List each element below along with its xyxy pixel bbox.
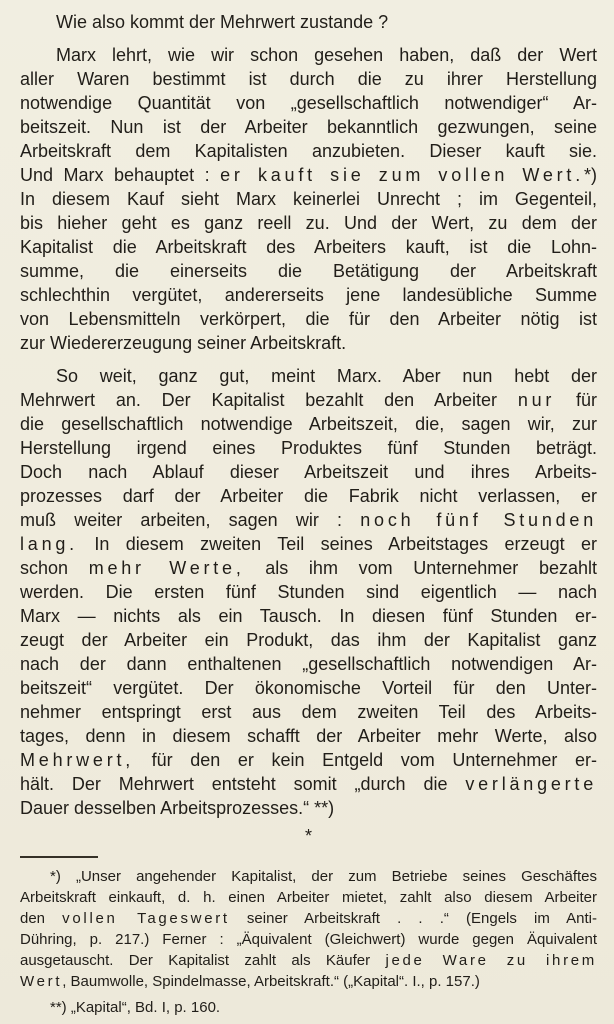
spaced-emphasis-run: verlängerte — [465, 774, 597, 794]
text-run: schlechthin vergütet, andererseits jene landesübliche Summe — [20, 285, 597, 305]
text-line — [20, 364, 597, 388]
text-run: Mehrwert an. Der Kapitalist bezahlt den Arbeiter — [20, 390, 518, 410]
text-line — [20, 307, 597, 331]
text-run: seiner Arbeitskraft . . .“ (Engels im Anti- — [229, 910, 597, 927]
text-line — [20, 628, 597, 652]
text-line — [20, 67, 597, 91]
text-line — [20, 997, 597, 1018]
text-run: , Baumwolle, Spindelmasse, Arbeitskraft.“ („Kapital“. I., p. 157.) — [62, 973, 480, 990]
text-line — [20, 929, 597, 950]
text-run: **) „Kapital“, Bd. I, p. 160. — [50, 999, 221, 1016]
spaced-emphasis-run: mehr Werte, — [88, 558, 245, 578]
text-line — [20, 283, 597, 307]
footnote-rule — [20, 856, 98, 858]
text-run: zeugt der Arbeiter ein Produkt, das ihm der Kapitalist ganz — [20, 630, 597, 650]
text-run: Dauer desselben Arbeitsprozesses.“ **) — [20, 798, 335, 818]
text-run: muß weiter arbeiten, sagen wir : — [20, 510, 361, 530]
text-line — [20, 532, 597, 556]
text-line — [20, 950, 597, 971]
text-run: bis hieher geht es ganz reell zu. Und der Wert, zu dem der — [20, 213, 597, 233]
text-line — [20, 796, 597, 820]
text-run: summe, die einerseits die Betätigung der Arbeitskraft — [20, 261, 597, 281]
spaced-emphasis-run: nur — [517, 390, 556, 410]
spaced-emphasis-run: Mehrwert, — [20, 750, 135, 770]
text-line — [20, 484, 597, 508]
main-text-block — [20, 10, 597, 820]
text-run: Und Marx behauptet : — [20, 165, 221, 185]
section-separator-asterisk: * — [304, 826, 312, 846]
text-line — [20, 235, 597, 259]
text-run: von Lebensmitteln verkörpert, die für den Arbeiter nötig ist — [20, 309, 597, 329]
text-run: die gesellschaftlich notwendige Arbeitszeit, die, sagen wir, zur — [20, 414, 597, 434]
text-run: nehmer entspringt erst aus dem zweiten Teil des Arbeits- — [20, 702, 597, 722]
footnotes-block — [20, 866, 597, 1018]
text-line — [20, 388, 597, 412]
text-line — [20, 211, 597, 235]
text-run: zur Wiedererzeugung seiner Arbeitskraft. — [20, 333, 347, 353]
spaced-emphasis-run: noch fünf Stunden — [360, 510, 597, 530]
text-line — [20, 163, 597, 187]
text-run: für den er kein Entgeld vom Unternehmer er- — [134, 750, 597, 770]
text-line — [20, 700, 597, 724]
body-paragraphs — [20, 43, 597, 820]
text-line — [20, 580, 597, 604]
text-run: *) — [584, 165, 597, 185]
spaced-emphasis-run: er kauft sie zum vollen Wert. — [220, 165, 584, 185]
spaced-emphasis-run: jede Ware zu ihrem — [385, 952, 597, 969]
page-heading: Wie also kommt der Mehrwert zustande ? — [56, 12, 389, 32]
text-run: notwendige Quantität von „gesellschaftlich notwendiger“ Ar- — [20, 93, 597, 113]
text-run: Doch nach Ablauf dieser Arbeitszeit und ihres Arbeits- — [20, 462, 597, 482]
text-line — [20, 115, 597, 139]
text-line — [20, 971, 597, 992]
text-line — [20, 604, 597, 628]
text-line — [20, 139, 597, 163]
text-run: In diesem Kauf sieht Marx keinerlei Unrecht ; im Gegenteil, — [20, 189, 597, 209]
spaced-emphasis-run: Wert — [20, 973, 63, 990]
text-run: tages, denn in diesem schafft der Arbeiter mehr Werte, also — [20, 726, 597, 746]
text-line — [20, 436, 597, 460]
text-line — [20, 259, 597, 283]
text-line — [20, 748, 597, 772]
text-line — [20, 556, 597, 580]
spaced-emphasis-run: vollen Tageswert — [62, 910, 230, 927]
text-run: nach der dann enthaltenen „gesellschaftlich notwendigen Ar- — [20, 654, 597, 674]
text-line — [20, 908, 597, 929]
text-line — [20, 91, 597, 115]
text-line — [20, 187, 597, 211]
text-run: schon — [20, 558, 89, 578]
text-run: Marx — nichts als ein Tausch. In diesen fünf Stunden er- — [20, 606, 597, 626]
text-line — [20, 887, 597, 908]
text-run: beitszeit. Nun ist der Arbeiter bekanntlich gezwungen, seine — [20, 117, 597, 137]
text-run: Marx lehrt, wie wir schon gesehen haben, daß der Wert — [56, 45, 597, 65]
text-run: In diesem zweiten Teil seines Arbeitstages erzeugt er — [77, 534, 597, 554]
text-line — [20, 331, 597, 355]
text-run: *) „Unser angehender Kapitalist, der zum Betriebe seines Geschäftes — [50, 868, 597, 885]
text-run: aller Waren bestimmt ist durch die zu ihrer Herstellung — [20, 69, 597, 89]
text-run: den — [20, 910, 63, 927]
text-run: ausgetauscht. Der Kapitalist zahlt als Käufer — [20, 952, 386, 969]
text-run: Arbeitskraft dem Kapitalisten anzubieten. Dieser kauft sie. — [20, 141, 597, 161]
text-run: Dühring, p. 217.) Ferner : „Äquivalent (Gleichwert) wurde gegen Äquivalent — [20, 931, 597, 948]
paragraph — [20, 997, 597, 1018]
text-line — [20, 652, 597, 676]
text-line — [20, 43, 597, 67]
text-line — [20, 676, 597, 700]
text-run: Herstellung irgend eines Produktes fünf Stunden beträgt. — [20, 438, 597, 458]
text-run: als ihm vom Unternehmer bezahlt — [244, 558, 597, 578]
text-run: Arbeitskraft einkauft, d. h. einen Arbeiter mietet, zahlt also diesem Arbeiter — [20, 889, 597, 906]
text-line — [20, 460, 597, 484]
paragraph — [20, 866, 597, 992]
text-run: Kapitalist die Arbeitskraft des Arbeiters kauft, ist die Lohn- — [20, 237, 597, 257]
text-run: beitszeit“ vergütet. Der ökonomische Vorteil für den Unter- — [20, 678, 597, 698]
text-run: So weit, ganz gut, meint Marx. Aber nun hebt der — [56, 366, 597, 386]
text-line — [20, 724, 597, 748]
text-run: werden. Die ersten fünf Stunden sind eigentlich — nach — [20, 582, 597, 602]
paragraph — [20, 43, 597, 355]
text-line — [20, 412, 597, 436]
text-run: für — [555, 390, 597, 410]
paragraph — [20, 364, 597, 820]
spaced-emphasis-run: lang. — [20, 534, 78, 554]
text-line — [20, 866, 597, 887]
text-run: prozesses darf der Arbeiter die Fabrik nicht verlassen, er — [20, 486, 597, 506]
text-line — [20, 772, 597, 796]
text-run: hält. Der Mehrwert entsteht somit „durch die — [20, 774, 466, 794]
text-line — [20, 508, 597, 532]
